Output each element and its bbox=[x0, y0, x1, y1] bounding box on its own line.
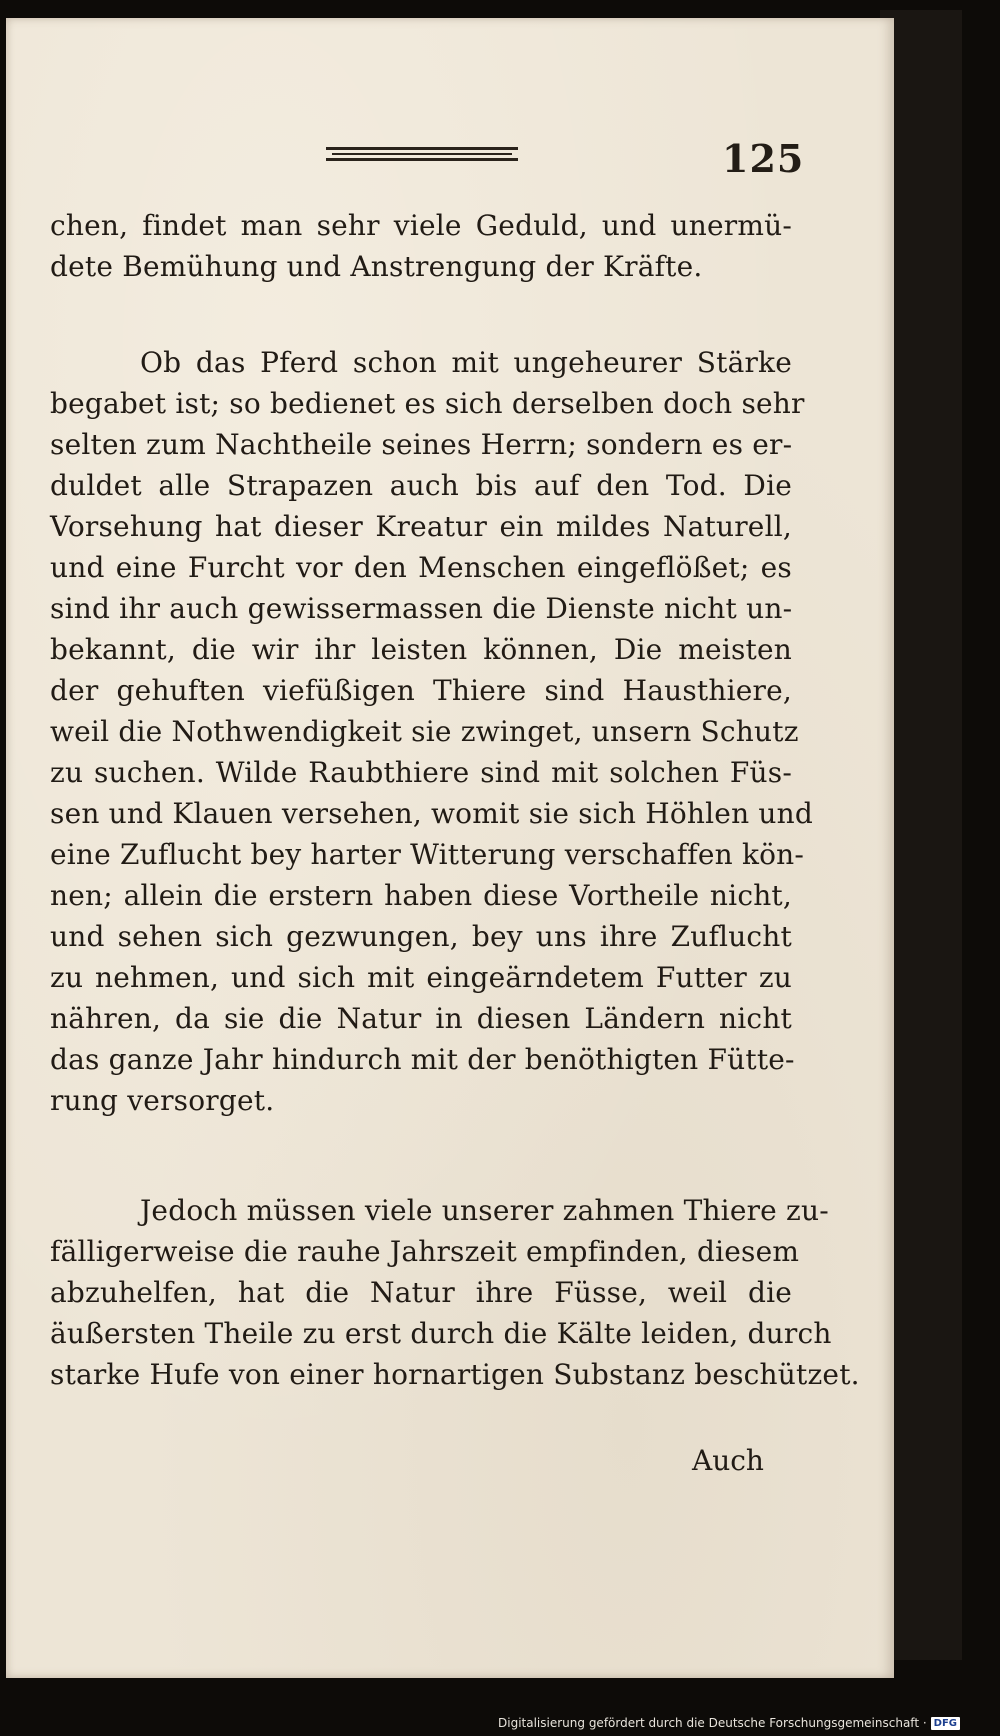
text-line: eine Zuflucht bey harter Witterung verschaffen kön- bbox=[50, 838, 805, 871]
text-line: bekannt, die wir ihr leisten können, Die meisten bbox=[50, 633, 792, 666]
text-line: duldet alle Strapazen auch bis auf den Tod. Die bbox=[50, 469, 792, 502]
text-line: und sehen sich gezwungen, bey uns ihre Zuflucht bbox=[50, 920, 792, 953]
text-line: nähren, da sie die Natur in diesen Ländern nicht bbox=[50, 1002, 792, 1035]
text-line: und eine Furcht vor den Menschen eingeflößet; es bbox=[50, 551, 792, 584]
text-line: Jedoch müssen viele unserer zahmen Thiere zu- bbox=[140, 1194, 829, 1227]
digitization-credit bbox=[498, 1716, 960, 1730]
text-line: zu nehmen, und sich mit eingeärndetem Futter zu bbox=[50, 961, 792, 994]
header-ornament-rule bbox=[324, 144, 520, 164]
text-line: nen; allein die erstern haben diese Vortheile nicht, bbox=[50, 879, 792, 912]
text-line: dete Bemühung und Anstrengung der Kräfte. bbox=[50, 250, 703, 283]
credit-text: Digitalisierung gefördert durch die Deutsche Forschungsgemeinschaft · bbox=[498, 1716, 927, 1730]
text-line: chen, findet man sehr viele Geduld, und unermü- bbox=[50, 209, 792, 242]
text-line: der gehuften viefüßigen Thiere sind Hausthiere, bbox=[50, 674, 792, 707]
text-line: rung versorget. bbox=[50, 1084, 275, 1117]
text-line: fälligerweise die rauhe Jahrszeit empfinden, diesem bbox=[50, 1235, 800, 1268]
text-line: Vorsehung hat dieser Kreatur ein mildes Naturell, bbox=[50, 510, 792, 543]
paragraph-2 bbox=[50, 342, 813, 1121]
text-line: das ganze Jahr hindurch mit der benöthigten Fütte- bbox=[50, 1043, 795, 1076]
text-line: begabet ist; so bedienet es sich derselben doch sehr bbox=[50, 387, 805, 420]
text-line: sind ihr auch gewissermassen die Dienste nicht un- bbox=[50, 592, 793, 625]
paragraph-1 bbox=[50, 205, 792, 287]
text-line: äußersten Theile zu erst durch die Kälte leiden, durch bbox=[50, 1317, 832, 1350]
text-line: starke Hufe von einer hornartigen Substanz beschützet. bbox=[50, 1358, 860, 1391]
page-number: 125 bbox=[722, 136, 805, 181]
text-line: sen und Klauen versehen, womit sie sich Höhlen und bbox=[50, 797, 813, 830]
text-line: Ob das Pferd schon mit ungeheurer Stärke bbox=[140, 346, 792, 379]
text-line: selten zum Nachtheile seines Herrn; sondern es er- bbox=[50, 428, 793, 461]
dfg-logo-icon: DFG bbox=[931, 1717, 960, 1730]
text-line: weil die Nothwendigkeit sie zwinget, unsern Schutz bbox=[50, 715, 799, 748]
catchword: Auch bbox=[692, 1444, 764, 1477]
text-line: zu suchen. Wilde Raubthiere sind mit solchen Füs- bbox=[50, 756, 792, 789]
paragraph-3 bbox=[50, 1190, 860, 1395]
text-line: abzuhelfen, hat die Natur ihre Füsse, weil die bbox=[50, 1276, 792, 1309]
